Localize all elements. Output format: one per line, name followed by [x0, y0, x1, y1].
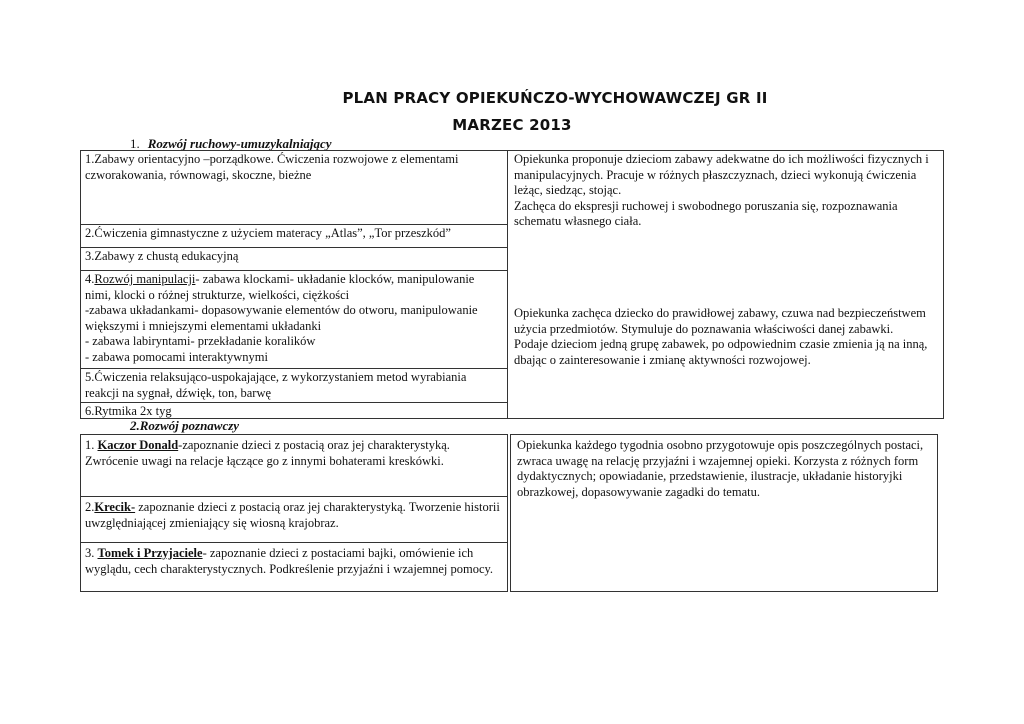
character-name: Tomek i Przyjaciele — [97, 546, 203, 560]
table-row: 5.Ćwiczenia relaksująco-uspokajające, z wykorzystaniem metod wyrabiania reakcji na sygnał, dźwięk, ton, barwę — [85, 370, 467, 400]
row-number: 2. — [85, 500, 95, 514]
section1-method-top — [510, 150, 942, 232]
section2-heading: 2.Rozwój poznawczy — [130, 418, 240, 433]
table-row: 1.Zabawy orientacyjno –porządkowe. Ćwiczenia rozwojowe z elementami czworakowania, równowagi, skoczne, bieżne — [85, 152, 459, 182]
row-text: - zapoznanie dzieci z postaciami bajki, omówienie ich wyglądu, cech charakterystycznych. Podkreślenie przyjaźni i wzajemnej pomocy. — [85, 546, 494, 576]
row-text: zapoznanie dzieci z postacią oraz jej charakterystyką. Tworzenie historii uwzględniającej zmieniający się wiosną krajobraz. — [85, 500, 500, 530]
method-paragraph: Podaje dzieciom jedną grupę zabawek, po odpowiednim czasie zmienia ją na inną, dbając o zainteresowanie i zmianę aktywności rozwojowej. — [514, 337, 928, 367]
table-row: 6.Rytmika 2x tyg — [85, 404, 172, 418]
topic-link: Rozwój manipulacji — [94, 272, 196, 286]
row-number: 1. — [85, 438, 98, 452]
row-text: - zabawa klockami- układanie klocków, manipulowanie nimi, klocki o różnej strukturze, wielkości, ciężkości — [85, 272, 475, 302]
document-title: PLAN PRACY OPIEKUŃCZO-WYCHOWAWCZEJ GR II — [342, 89, 768, 107]
method-paragraph: Zachęca do ekspresji ruchowej i swobodnego poruszania się, rozpoznawania schematu własnego ciała. — [514, 198, 898, 228]
row-divider — [80, 542, 508, 543]
table-row — [81, 270, 507, 367]
row-text: -zapoznanie dzieci z postacią oraz jej charakterystyką. Zwrócenie uwagi na relacje łączące go z innymi bohaterami kreskówki. — [85, 438, 450, 468]
row-line: - zabawa pomocami interaktywnymi — [85, 349, 268, 364]
document-subtitle — [0, 116, 1024, 134]
section1-number: 1. — [130, 136, 140, 151]
table-row: 3.Zabawy z chustą edukacyjną — [85, 249, 239, 263]
section1-method-bottom — [510, 304, 942, 370]
section2-method: Opiekunka każdego tygodnia osobno przygotowuje opis poszczególnych postaci, zwraca uwagę na relację przyjaźni i wzajemnej opieki. Korzysta z różnych form dydaktycznych; opowiadanie, przedstawienie, ilustracje, układanie historyjki obrazkowej, dopasowywanie zagadki do tematu. — [517, 438, 924, 499]
table-row — [81, 498, 507, 533]
row-divider — [80, 496, 508, 497]
table-row — [81, 436, 507, 471]
section1-column-divider — [507, 150, 508, 419]
character-name: Kaczor Donald — [97, 438, 179, 452]
character-name: Krecik- — [94, 500, 136, 514]
table-row: 2.Ćwiczenia gimnastyczne z użyciem materacy „Atlas”, „Tor przeszkód” — [85, 226, 451, 240]
row-line: - zabawa labiryntami- przekładanie koralików — [85, 334, 316, 348]
row-number: 3. — [85, 546, 98, 560]
row-line: -zabawa układankami- dopasowywanie elementów do otworu, manipulowanie większymi i mniejszymi elementami układanki — [85, 303, 478, 333]
row-number: 4. — [85, 272, 95, 286]
method-paragraph: Opiekunka proponuje dzieciom zabawy adekwatne do ich możliwości fizycznych i manipulacyjnych. Pracuje w różnych płaszczyznach, dzieci wykonują ćwiczenia leżąc, siedząc, stojąc. — [514, 152, 929, 197]
month-label: MARZEC 2013 — [452, 116, 572, 134]
method-paragraph: Opiekunka zachęca dziecko do prawidłowej zabawy, czuwa nad bezpieczeństwem użycia przedmiotów. Stymuluje do poznawania właściwości danej zabawki. — [514, 306, 926, 336]
table-row — [81, 544, 507, 579]
section1-title: Rozwój ruchowy-umuzykalniający — [147, 136, 332, 151]
